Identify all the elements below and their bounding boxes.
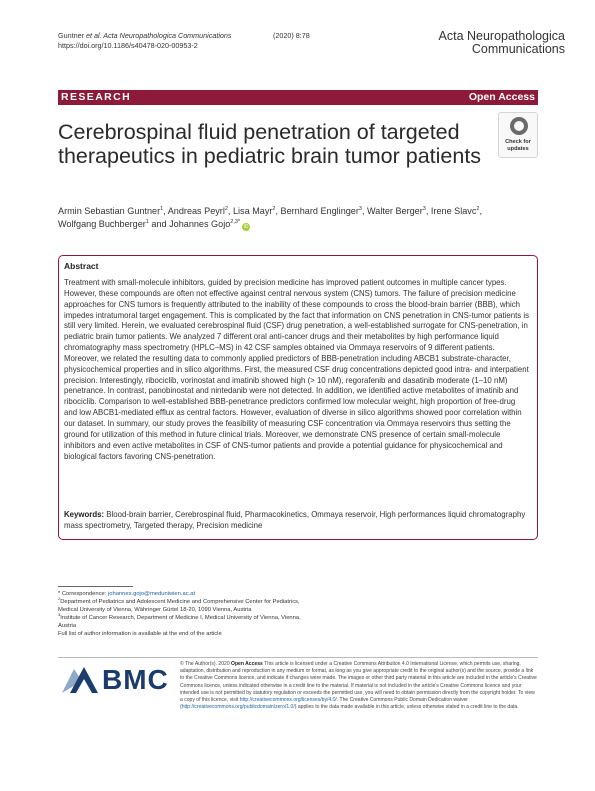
footnotes xyxy=(58,590,318,639)
citation-year: (2020) 8:78 xyxy=(273,31,310,40)
abstract-heading: Abstract xyxy=(64,261,99,271)
author[interactable]: Armin Sebastian Guntner$^1$ xyxy=(58,205,164,216)
author-list: Armin Sebastian Guntner$^1$, Andreas Peyrl$^2$, Lisa Mayr$^2$, Bernhard Englinger$^3$, Walter Berger$^3$, Irene Slavc$^2$, Wolfgang Buchberger$^1$ and Johannes Gojo$^{2,3*}$iD xyxy=(58,205,482,230)
check-updates-icon xyxy=(510,117,528,135)
journal-name-line1: Acta Neuropathologica xyxy=(438,29,565,43)
bmc-logo-icon xyxy=(60,665,100,695)
author[interactable]: Wolfgang Buchberger$^1$ xyxy=(58,218,149,229)
author[interactable]: Johannes Gojo$^{2,3*}$ xyxy=(169,218,241,229)
running-header xyxy=(58,31,310,51)
check-updates-line1: Check for xyxy=(505,139,531,145)
footer-divider xyxy=(58,657,538,658)
affiliation-2: $^2$Department of Pediatrics and Adolescent Medicine and Comprehensive Center for Pediatrics, Medical University of Vienna, Währinger Gürtel 18-20, 1090 Vienna, Austria xyxy=(58,596,300,614)
footnote-divider xyxy=(58,586,133,587)
author[interactable]: Walter Berger$^3$ xyxy=(367,205,426,216)
article-type-band xyxy=(58,90,538,105)
author[interactable]: Irene Slavc$^2$ xyxy=(430,205,480,216)
doi-link[interactable]: https://doi.org/10.1186/s40478-020-00953-2 xyxy=(58,41,198,50)
keywords xyxy=(64,510,530,532)
open-access-label: Open Access xyxy=(468,91,535,103)
keywords-label: Keywords: xyxy=(64,510,105,519)
correspondence: * Correspondence: johannes.gojo@meduniwien.ac.at xyxy=(58,591,196,597)
article-type-label: RESEARCH xyxy=(61,91,132,103)
citation-line xyxy=(58,31,310,41)
orcid-icon[interactable]: iD xyxy=(243,224,249,230)
abstract-body: Treatment with small-molecule inhibitors, guided by precision medicine has improved patient outcomes in multiple cancer types. However, these compounds are often not effective against central nervous system (CNS) tumors. The failure of precision medicine approaches for CNS tumors is frequently attributed to the inability of these compounds to cross the blood-brain barrier (BBB), which impedes intratumoral target engagement. This is complicated by the fact that information on CNS penetration in CNS-tumor patients is still very limited. Herein, we evaluated cerebrospinal fluid (CSF) drug penetration, a well-established surrogate for CNS-penetration, in pediatric brain tumor patients. We analyzed 7 different oral anti-cancer drugs and their metabolites by high performance liquid chromatography mass spectrometry (HPLC–MS) in 42 CSF samples obtained via Ommaya reservoirs of 9 different patients. Moreover, we related the resulting data to commonly applied predictors of BBB-penetration including ABCB1 substrate-character, physicochemical properties and in silico algorithms. First, the measured CSF drug concentrations depicted good intra- and interpatient precision. Interestingly, ribociclib, vorinostat and imatinib showed high (> 10 nM), regorafenib and dasatinib moderate (1–10 nM) penetrance. In contrast, panobinostat and nintedanib were not detected. In addition, we identified active metabolites of imatinib and ribociclib. Comparison to well-established BBB-penetrance predictors confirmed low molecular weight, high proportion of free-drug and low ABCB1-mediated efflux as central factors. However, evaluation of diverse in silico algorithms showed poor correlation within our dataset. In summary, our study proves the feasibility of measuring CSF concentration via Ommaya reservoirs thus setting the ground for utilization of this method in future clinical trials. Moreover, we demonstrate CNS presence of certain small-molecule inhibitors and even active metabolites in CSF of CNS-tumor patients and provide a potential guidance for physicochemical and biological factors favoring CNS-penetration. xyxy=(64,278,530,461)
bmc-logo-text: BMC xyxy=(102,664,169,695)
journal-name-line2: Communications xyxy=(471,42,565,56)
citation-journal: et al. Acta Neuropathologica Communications xyxy=(85,31,232,40)
license-link[interactable]: http://creativecommons.org/licenses/by/4.0/ xyxy=(239,697,337,704)
keywords-list: Blood-brain barrier, Cerebrospinal fluid, Pharmacokinetics, Ommaya reservoir, High performances liquid chromatography mass spectrometry, Targeted therapy, Precision medicine xyxy=(64,510,526,530)
public-domain-link[interactable]: http://creativecommons.org/publicdomain/zero/1.0/ xyxy=(181,704,295,711)
citation-authors: Guntner xyxy=(58,31,86,40)
journal-name xyxy=(439,30,565,56)
author[interactable]: Lisa Mayr$^2$ xyxy=(232,205,276,216)
check-updates-line2: updates xyxy=(507,146,529,152)
bmc-logo xyxy=(60,665,170,695)
article-title: Cerebrospinal fluid penetration of targeted therapeutics in pediatric brain tumor patients xyxy=(58,120,482,168)
author[interactable]: Andreas Peyrl$^2$ xyxy=(167,205,228,216)
check-for-updates-button[interactable] xyxy=(498,112,538,158)
author[interactable]: Bernhard Englinger$^3$ xyxy=(280,205,362,216)
correspondence-email-link[interactable]: johannes.gojo@meduniwien.ac.at xyxy=(107,591,196,597)
affiliation-3: $^3$Institute of Cancer Research, Department of Medicine I, Medical University of Vienna, Vienna, Austria xyxy=(58,612,301,630)
license-statement: © The Author(s). 2020 Open Access This article is licensed under a Creative Commons Attribution 4.0 International License, which permits use, sharing, adaptation, distribution and reproduction in any medium or format, as long as you give appropriate credit to the original author(s) and the source, provide a link to the Creative Commons licence, and indicate if changes were made. The images or other third party material in this article are included in the article's Creative Commons licence, unless indicated otherwise in a credit line to the material. If material is not included in the article's Creative Commons licence and your intended use is not permitted by statutory regulation or exceeds the permitted use, you will need to obtain permission directly from the copyright holder. To view a copy of this licence, visit http://creativecommons.org/licenses/by/4.0/. The Creative Commons Public Domain Dedication waiver (http://creativecommons.org/publicdomain/zero/1.0/) applies to the data made available in this article, unless otherwise stated in a credit line to the data. xyxy=(180,661,537,711)
license-open-access: Open Access xyxy=(231,661,263,667)
full-author-info-note: Full list of author information is available at the end of the article xyxy=(58,631,222,638)
